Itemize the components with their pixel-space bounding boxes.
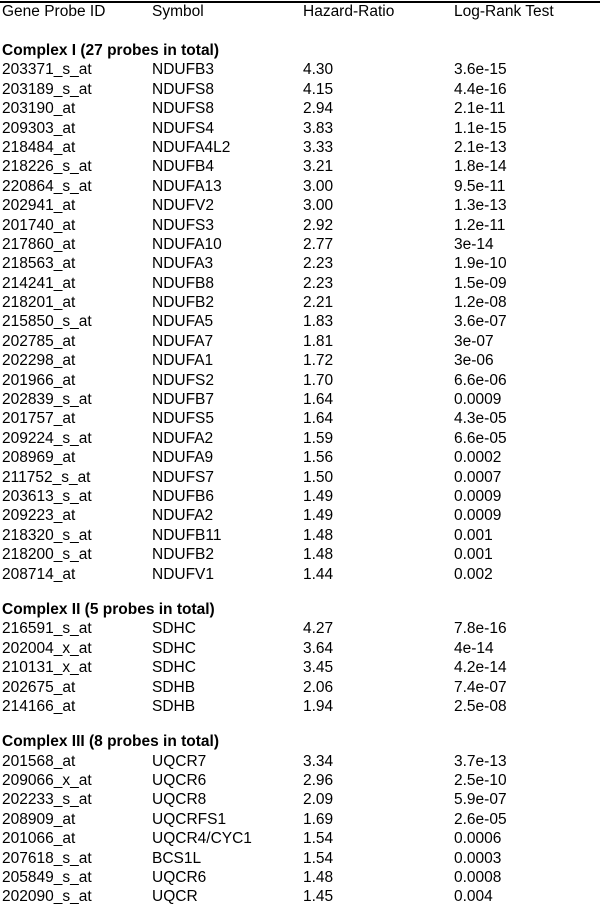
cell-symbol: BCS1L (152, 849, 202, 867)
cell-gene-probe-id: 202839_s_at (2, 391, 92, 409)
cell-symbol: NDUFB8 (152, 274, 215, 292)
cell-gene-probe-id: 201066_at (2, 830, 76, 848)
section-spacer (0, 584, 600, 600)
cell-gene-probe-id: 203371_s_at (2, 61, 92, 79)
section-title: Complex I (27 probes in total) (2, 42, 220, 59)
cell-symbol: NDUFA10 (152, 235, 222, 253)
cell-hazard-ratio: 1.64 (303, 410, 334, 428)
cell-symbol: NDUFB2 (152, 546, 215, 564)
cell-hazard-ratio: 3.33 (303, 138, 334, 156)
cell-log-rank-test: 4.2e-14 (454, 659, 507, 677)
table-row (0, 468, 600, 487)
section-spacer (0, 25, 600, 41)
cell-log-rank-test: 4e-14 (454, 639, 494, 657)
cell-gene-probe-id: 202090_s_at (2, 888, 92, 906)
cell-log-rank-test: 0.0009 (454, 507, 502, 525)
cell-symbol: NDUFB11 (152, 526, 222, 544)
cell-symbol: UQCRFS1 (152, 810, 227, 828)
cell-symbol: NDUFA4L2 (152, 138, 231, 156)
cell-gene-probe-id: 201568_at (2, 752, 76, 770)
cell-log-rank-test: 6.6e-06 (454, 371, 507, 389)
cell-log-rank-test: 4.3e-05 (454, 410, 507, 428)
cell-symbol: UQCR6 (152, 869, 207, 887)
cell-symbol: UQCR6 (152, 772, 207, 790)
table-row (0, 697, 600, 716)
cell-gene-probe-id: 214241_at (2, 274, 76, 292)
table-row (0, 868, 600, 887)
cell-log-rank-test: 3.6e-07 (454, 313, 507, 331)
cell-symbol: UQCR (152, 888, 198, 906)
cell-symbol: UQCR4/CYC1 (152, 830, 252, 848)
table-row (0, 99, 600, 118)
cell-hazard-ratio: 1.64 (303, 391, 334, 409)
table-row (0, 332, 600, 351)
cell-hazard-ratio: 2.92 (303, 216, 334, 234)
cell-hazard-ratio: 1.81 (303, 332, 334, 350)
cell-log-rank-test: 3.6e-15 (454, 61, 507, 79)
cell-gene-probe-id: 210131_x_at (2, 659, 92, 677)
cell-log-rank-test: 3e-06 (454, 352, 494, 370)
cell-hazard-ratio: 2.23 (303, 274, 334, 292)
cell-hazard-ratio: 1.72 (303, 352, 334, 370)
cell-hazard-ratio: 1.48 (303, 526, 334, 544)
cell-symbol: UQCR8 (152, 791, 207, 809)
table-row (0, 619, 600, 638)
cell-gene-probe-id: 203613_s_at (2, 487, 92, 505)
cell-symbol: NDUFS8 (152, 100, 215, 118)
cell-hazard-ratio: 2.94 (303, 100, 334, 118)
cell-log-rank-test: 0.0009 (454, 487, 502, 505)
cell-hazard-ratio: 1.59 (303, 429, 334, 447)
cell-log-rank-test: 4.4e-16 (454, 80, 507, 98)
cell-symbol: SDHC (152, 659, 196, 677)
table-row (0, 771, 600, 790)
table-row (0, 829, 600, 848)
cell-log-rank-test: 1.1e-15 (454, 119, 507, 137)
cell-gene-probe-id: 202675_at (2, 678, 76, 696)
cell-log-rank-test: 1.9e-10 (454, 255, 507, 273)
table-row (0, 119, 600, 138)
cell-gene-probe-id: 209224_s_at (2, 429, 92, 447)
cell-symbol: NDUFA1 (152, 352, 214, 370)
cell-log-rank-test: 1.2e-08 (454, 294, 507, 312)
cell-gene-probe-id: 203189_s_at (2, 80, 92, 98)
table-row (0, 254, 600, 273)
cell-gene-probe-id: 208969_at (2, 449, 76, 467)
cell-log-rank-test: 0.001 (454, 526, 493, 544)
cell-gene-probe-id: 209066_x_at (2, 772, 92, 790)
table-row (0, 487, 600, 506)
cell-log-rank-test: 3.7e-13 (454, 752, 507, 770)
cell-hazard-ratio: 4.27 (303, 620, 334, 638)
cell-hazard-ratio: 1.49 (303, 507, 334, 525)
table-row (0, 177, 600, 196)
cell-log-rank-test: 0.0007 (454, 468, 502, 486)
cell-gene-probe-id: 218201_at (2, 294, 76, 312)
cell-symbol: NDUFS2 (152, 371, 215, 389)
cell-symbol: NDUFB4 (152, 158, 215, 176)
cell-log-rank-test: 7.8e-16 (454, 620, 507, 638)
table-row (0, 138, 600, 157)
cell-symbol: NDUFA5 (152, 313, 214, 331)
cell-hazard-ratio: 3.64 (303, 639, 334, 657)
cell-gene-probe-id: 216591_s_at (2, 620, 92, 638)
table-body (0, 4, 600, 907)
table-row (0, 678, 600, 697)
cell-gene-probe-id: 203190_at (2, 100, 76, 118)
cell-hazard-ratio: 1.48 (303, 869, 334, 887)
table-row (0, 639, 600, 658)
table-row (0, 216, 600, 235)
table-row (0, 790, 600, 809)
cell-symbol: NDUFV2 (152, 197, 215, 215)
cell-hazard-ratio: 1.70 (303, 371, 334, 389)
cell-hazard-ratio: 2.06 (303, 678, 334, 696)
cell-gene-probe-id: 201740_at (2, 216, 76, 234)
cell-gene-probe-id: 215850_s_at (2, 313, 92, 331)
cell-gene-probe-id: 209223_at (2, 507, 76, 525)
cell-gene-probe-id: 208909_at (2, 810, 76, 828)
table-row (0, 312, 600, 331)
cell-symbol: NDUFA2 (152, 429, 214, 447)
table-row (0, 157, 600, 176)
table-row (0, 526, 600, 545)
table-row (0, 293, 600, 312)
cell-hazard-ratio: 1.69 (303, 810, 334, 828)
cell-symbol: SDHB (152, 697, 196, 715)
cell-gene-probe-id: 217860_at (2, 235, 76, 253)
cell-log-rank-test: 0.001 (454, 546, 493, 564)
cell-log-rank-test: 2.6e-05 (454, 810, 507, 828)
cell-symbol: NDUFA13 (152, 177, 222, 195)
section-title: Complex III (8 probes in total) (2, 733, 220, 751)
cell-symbol: SDHB (152, 678, 196, 696)
cell-log-rank-test: 3e-07 (454, 332, 494, 350)
cell-log-rank-test: 0.0003 (454, 849, 502, 867)
table-row (0, 887, 600, 906)
cell-gene-probe-id: 202004_x_at (2, 639, 92, 657)
table-row (0, 429, 600, 448)
cell-symbol: NDUFS4 (152, 119, 215, 137)
cell-hazard-ratio: 3.00 (303, 197, 334, 215)
cell-gene-probe-id: 209303_at (2, 119, 76, 137)
cell-hazard-ratio: 1.94 (303, 697, 334, 715)
cell-symbol: NDUFS5 (152, 410, 215, 428)
section-heading (0, 600, 600, 619)
cell-symbol: NDUFV1 (152, 565, 215, 583)
cell-log-rank-test: 1.5e-09 (454, 274, 507, 292)
section-heading (0, 41, 600, 60)
cell-gene-probe-id: 202233_s_at (2, 791, 92, 809)
table-row (0, 196, 600, 215)
cell-gene-probe-id: 201757_at (2, 410, 76, 428)
table-row (0, 565, 600, 584)
table-row (0, 390, 600, 409)
cell-hazard-ratio: 3.00 (303, 177, 334, 195)
cell-log-rank-test: 1.2e-11 (454, 216, 506, 234)
cell-symbol: NDUFA9 (152, 449, 214, 467)
cell-symbol: NDUFB6 (152, 487, 215, 505)
cell-symbol: NDUFB3 (152, 61, 215, 79)
cell-gene-probe-id: 205849_s_at (2, 869, 92, 887)
header-row (0, 4, 600, 25)
cell-symbol: NDUFS7 (152, 468, 215, 486)
table-row (0, 545, 600, 564)
header-hazard-ratio: Hazard-Ratio (303, 3, 395, 20)
cell-hazard-ratio: 1.54 (303, 849, 334, 867)
cell-log-rank-test: 7.4e-07 (454, 678, 507, 696)
cell-log-rank-test: 0.0008 (454, 869, 502, 887)
cell-symbol: UQCR7 (152, 752, 207, 770)
cell-log-rank-test: 9.5e-11 (454, 177, 506, 195)
cell-gene-probe-id: 218200_s_at (2, 546, 92, 564)
cell-log-rank-test: 3e-14 (454, 235, 494, 253)
cell-gene-probe-id: 207618_s_at (2, 849, 92, 867)
cell-gene-probe-id: 202785_at (2, 332, 76, 350)
table-row (0, 60, 600, 79)
table-row (0, 235, 600, 254)
cell-gene-probe-id: 202941_at (2, 197, 76, 215)
cell-hazard-ratio: 1.50 (303, 468, 334, 486)
cell-hazard-ratio: 2.21 (303, 294, 334, 312)
header-gene-probe-id: Gene Probe ID (2, 3, 106, 20)
cell-hazard-ratio: 1.54 (303, 830, 334, 848)
cell-log-rank-test: 2.1e-11 (454, 100, 506, 118)
cell-symbol: NDUFB7 (152, 391, 215, 409)
cell-gene-probe-id: 202298_at (2, 352, 76, 370)
cell-gene-probe-id: 211752_s_at (2, 468, 91, 486)
cell-log-rank-test: 0.002 (454, 565, 493, 583)
cell-log-rank-test: 0.0006 (454, 830, 502, 848)
cell-hazard-ratio: 1.45 (303, 888, 334, 906)
cell-hazard-ratio: 3.34 (303, 752, 334, 770)
table-row (0, 371, 600, 390)
cell-log-rank-test: 0.0002 (454, 449, 502, 467)
cell-hazard-ratio: 1.44 (303, 565, 334, 583)
cell-hazard-ratio: 1.49 (303, 487, 334, 505)
table-row (0, 752, 600, 771)
cell-gene-probe-id: 214166_at (2, 697, 76, 715)
cell-symbol: NDUFS3 (152, 216, 215, 234)
cell-log-rank-test: 0.004 (454, 888, 493, 906)
cell-log-rank-test: 1.3e-13 (454, 197, 507, 215)
cell-symbol: NDUFA7 (152, 332, 214, 350)
table-row (0, 351, 600, 370)
table-row (0, 448, 600, 467)
cell-gene-probe-id: 218484_at (2, 138, 76, 156)
section-heading (0, 732, 600, 751)
cell-gene-probe-id: 218226_s_at (2, 158, 92, 176)
table-row (0, 80, 600, 99)
cell-hazard-ratio: 4.15 (303, 80, 334, 98)
cell-log-rank-test: 2.5e-08 (454, 697, 507, 715)
cell-hazard-ratio: 1.56 (303, 449, 334, 467)
cell-hazard-ratio: 2.23 (303, 255, 334, 273)
cell-symbol: NDUFA3 (152, 255, 214, 273)
cell-gene-probe-id: 208714_at (2, 565, 76, 583)
cell-hazard-ratio: 1.83 (303, 313, 334, 331)
cell-hazard-ratio: 2.09 (303, 791, 334, 809)
cell-log-rank-test: 6.6e-05 (454, 429, 507, 447)
cell-symbol: NDUFB2 (152, 294, 215, 312)
table-row (0, 409, 600, 428)
cell-log-rank-test: 0.0009 (454, 391, 502, 409)
cell-hazard-ratio: 4.30 (303, 61, 334, 79)
cell-symbol: NDUFS8 (152, 80, 215, 98)
cell-log-rank-test: 1.8e-14 (454, 158, 507, 176)
cell-hazard-ratio: 3.83 (303, 119, 334, 137)
table-row (0, 810, 600, 829)
cell-gene-probe-id: 220864_s_at (2, 177, 92, 195)
table-row (0, 658, 600, 677)
section-spacer (0, 716, 600, 732)
cell-gene-probe-id: 218563_at (2, 255, 76, 273)
cell-hazard-ratio: 2.77 (303, 235, 334, 253)
table-row (0, 506, 600, 525)
cell-log-rank-test: 5.9e-07 (454, 791, 507, 809)
header-log-rank-test: Log-Rank Test (454, 3, 554, 20)
table-row (0, 849, 600, 868)
cell-log-rank-test: 2.1e-13 (454, 138, 507, 156)
section-title: Complex II (5 probes in total) (2, 600, 215, 618)
table-row (0, 274, 600, 293)
cell-gene-probe-id: 201966_at (2, 371, 76, 389)
cell-log-rank-test: 2.5e-10 (454, 772, 507, 790)
cell-hazard-ratio: 3.21 (303, 158, 334, 176)
header-symbol: Symbol (152, 3, 204, 20)
cell-symbol: SDHC (152, 639, 196, 657)
cell-hazard-ratio: 3.45 (303, 659, 334, 677)
cell-hazard-ratio: 1.48 (303, 546, 334, 564)
cell-symbol: SDHC (152, 620, 196, 638)
cell-symbol: NDUFA2 (152, 507, 214, 525)
cell-hazard-ratio: 2.96 (303, 772, 334, 790)
cell-gene-probe-id: 218320_s_at (2, 526, 92, 544)
